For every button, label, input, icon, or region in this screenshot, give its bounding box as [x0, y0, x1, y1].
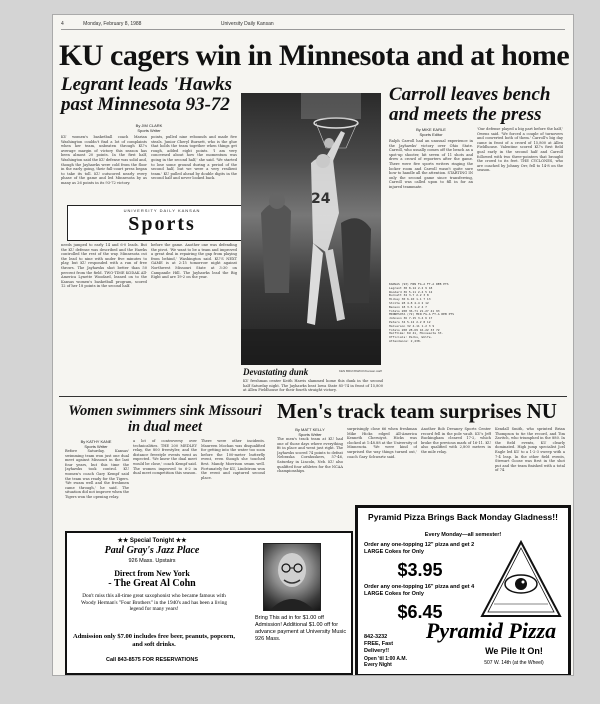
- box-score-line: Benson 18 3-5 1-2 4 7: [389, 304, 427, 309]
- folio-page-number: 4: [61, 21, 64, 27]
- box-score-line: Legrant 38 8-14 2-2 9 18: [389, 285, 433, 290]
- pizza-ad-headline: Pyramid Pizza Brings Back Monday Gladness!!: [368, 512, 558, 522]
- box-score-line: Halverson 32 4-11 1-2 3 9: [389, 323, 435, 328]
- sports-section-flag: [67, 205, 257, 241]
- swim-headline: Women swimmers sink Missouri in dual meet: [68, 403, 262, 435]
- box-score-line: MINNESOTA (72) MIN FG-A FT-A REB PTS: [389, 312, 455, 317]
- carroll-byline-name: By MIKE EARLE: [416, 127, 446, 132]
- photo-caption: KU freshman center Keith Harris slammed home this dunk in the second half Saturday night. The Jayhawks beat Iowa State 85-74 in front of 15,800 at Allen Fieldhouse for their fourth straight victory.: [243, 379, 383, 393]
- legrant-byline-role: Sports Writer: [137, 128, 161, 133]
- sports-masthead: UNIVERSITY DAILY KANSAN: [123, 208, 201, 213]
- dunk-photo-image: [241, 93, 381, 365]
- pyramid-icon: [480, 540, 562, 618]
- jazz-ad-venue: Paul Gray's Jazz Place: [104, 545, 200, 556]
- pizza-hours: Open 'til 1:00 A.M. Every Night: [364, 656, 407, 668]
- saxophonist-portrait: [263, 543, 321, 611]
- legrant-story-col2: points, pulled nine rebounds and made five steals. Junior Cheryl Burnett, who is the glue that holds the team together when things get rough, added eight points. 'I am very concerned about how the momentum was going in the second half,' she said. 'We started to lose some ground during a period of the second half, but we were a very resilient team.' KU pulled ahead by double digits in the second half and never looked back.: [151, 135, 237, 181]
- jazz-ad-special: ★★ Special Tonight ★★: [117, 538, 187, 544]
- carroll-subheadline: Carroll leaves bench and meets the press: [389, 84, 551, 125]
- box-score-line: Halftime: KU 41, Minnesota 33.: [389, 331, 444, 336]
- box-score-line: Officials: Parks, Wolfe.: [389, 335, 433, 340]
- box-score: [389, 283, 559, 369]
- pizza-tagline: We Pile It On!: [485, 646, 543, 656]
- section-divider: [59, 396, 567, 397]
- box-score-line: Burnett 34 3-7 2-2 3 8: [389, 293, 429, 298]
- jazz-ad-reservations: Call 843-8575 FOR RESERVATIONS: [105, 657, 198, 663]
- track-byline: [277, 427, 343, 437]
- pizza-brand-logo: Pyramid Pizza: [425, 618, 557, 643]
- sports-wordmark: Sports: [128, 213, 196, 235]
- legrant-story-col3: needs jumped to early 14 and 6-0 leads. But the KU defense was described and the Hawks controlled the rest of the way. Minnesota cut the lead to nine with under five minutes to play, but KU responded with a run of free throws. The Jayhawks shot better than 50 percent from the field. TWO-TIME KODAK All-America Lynette Woodard, leaned on to the Kansas women's basketball program, scored 12 of her 18 points in the second half.: [61, 243, 147, 289]
- carroll-story-col2: 'Our defense played a big part before the half,' Owens said. 'We forced a couple of turnovers and converted both of them.' Carroll's big day came in front of a crowd of 15,800 at Allen Fieldhouse. Valentine scored KU's first field goal early in the second half and Carroll followed with two three-pointers that brought the crowd to its feet. THE CYCLONES, who are coached by Johnny Orr, fell to 14-8 on the season.: [477, 127, 563, 173]
- pizza-price-12-inch: $3.95: [397, 560, 443, 580]
- pizza-ad-every-monday: Every Monday—all semester!: [424, 532, 502, 538]
- track-byline-role: Sports Writer: [298, 432, 322, 437]
- dunk-photo: [241, 93, 381, 365]
- pyramid-eye-logo: [480, 540, 562, 618]
- portrait-image: [264, 544, 320, 610]
- folio-paper-name: University Daily Kansan: [220, 21, 274, 27]
- folio-date: Monday, February 8, 1988: [83, 21, 142, 27]
- legrant-byline-name: By JIM CLARK: [135, 123, 163, 128]
- legrant-byline: [61, 123, 237, 133]
- track-story-col4: Kendall Smith, who sprinted Brian Thompson to tie the record, and Tim Zavitch, who triumphed in the 880. In the field events, KU clearly dominated. High jump specialist Joel Eagle led KU to a 1-2-3 sweep with a 7-4 leap. In the other field events, Stewart Goose was first in the shot put and the team finished with a total of 74.: [495, 427, 565, 473]
- swim-byline-name: By KATHY KANE: [80, 439, 112, 444]
- legrant-story-col1: KU women's basketball coach Marian Washington couldn't find a lot of complaints when her team, unbeaten through KU's average margin of victory this season has been almost 20 points. In the first half, Washington said the KU defense was solid and, though the Jayhawks were cold from the floor in the early going, their full-court press began to take its toll. KU outscored nearly every phase of the game and led Minnesota by as many as 26 points in its 93-72 victory.: [61, 135, 147, 185]
- track-byline-name: By MATT KELLY: [295, 427, 325, 432]
- box-score-line: Peters 34 5-12 2-2 8 12: [389, 319, 431, 324]
- box-score-line: Johnson 36 7-15 3-4 6 17: [389, 316, 433, 321]
- box-score-line: Hickey 30 6-10 1-1 7 13: [389, 297, 431, 302]
- photo-credit: KEN BRUNSWICK/Kansan staff: [339, 369, 382, 373]
- carroll-story-col1: Ralph Carroll had an unusual experience in the Jayhawks' victory over Ohio State. Carroll, who usually comes off the bench as a spot-up shooter, hit seven of 11 shots and drew a crowd of reporters after the game. There were five sports writers ringing the locker room and Carroll wasn't quite sure how to handle all the attention. STARTING IN only the second game since transferring, Carroll was called upon to fill in for an injured teammate.: [389, 139, 473, 189]
- jazz-ad-direct: Direct from New York: [114, 569, 190, 578]
- track-story-col2: surprisingly close 66 when freshman Mike Hicks edged All-America Kenneth Cheruiyot. Hicks was clocked at 1:48.88 at the University of Minnesota. 'We were kind of surprised the way things turned out,' coach Gary Schwartz said.: [347, 427, 417, 459]
- swim-byline-role: Sports Writer: [84, 444, 108, 449]
- pizza-deal-12-inch: Order any one-topping 12" pizza and get 2 LARGE Cokes for Only: [364, 542, 475, 555]
- pizza-price-16-inch: $6.45: [397, 602, 443, 622]
- box-score-line: Stolte 28 4-8 4-4 2 12: [389, 300, 429, 305]
- track-story-col3: Another Bob Devaney Sports Center record fell in the pole vault. KU's Jeff Buckingham cleared 17-2, which broke the previous mark of 16-11. KU also qualified with 2,800 meters in the mile relay.: [421, 427, 491, 454]
- jazz-ad-admission: Admission only $7.00 includes free beer, peanuts, popcorn, and soft drinks.: [73, 633, 235, 648]
- pizza-deal-16-inch: Order any one-topping 16" pizza and get 4 LARGE Cokes for Only: [364, 584, 475, 597]
- pizza-phone: 842-3232 FREE, Fast Delivery!!: [364, 634, 394, 654]
- carroll-byline-role: Sports Editor: [419, 132, 443, 137]
- jazz-ad-performer: - The Great Al Cohn: [108, 578, 196, 589]
- box-score-line: Totals 200 28-69 16-22 33 72: [389, 327, 440, 332]
- carroll-byline: [389, 127, 473, 137]
- legrant-subheadline: Legrant leads 'Hawks past Minnesota 93-72: [61, 74, 233, 115]
- jazz-ad-coupon: Bring This ad in for $1.00 off Admission! Additional $1.00 off for advance payment at University Music 926 Mass.: [255, 615, 347, 642]
- svg-text:24: 24: [311, 191, 331, 207]
- swim-story-col3: There were other incidents. Maureen Mochan was disqualified for getting into the water too soon before the 100-meter butterfly event, even though she touched first. Mandy Morrison swam well. Fortunately for KU, Lindstrom won the event and captured second place.: [201, 439, 265, 480]
- newspaper-page: [52, 14, 574, 676]
- jazz-ad-address: 926 Mass. Upstairs: [128, 558, 176, 564]
- track-story-col1: The men's track team at KU had one of those days where everything fit in place and went just right. The Jayhawks scored 74 points to defeat Nebraska Cornhuskers, 57-46, Saturday in Lincoln, Neb. KU also qualified four athletes for the NCAA championships.: [277, 437, 343, 474]
- swim-story-col2: a lot of controversy over technicalities. THE 200 MEDLEY relay, the 800 freestyler, and the distance freestyle events went as expected. 'We knew the dual meet would be close,' coach Kempf said. The women improved to 6-2 in dual meet competition this season.: [133, 439, 197, 476]
- box-score-line: Woodard 36 5-11 2-4 5 12: [389, 289, 433, 294]
- photo-caption-title: Devastating dunk: [243, 367, 309, 377]
- legrant-story-col4: before the game. Another one was defending the pivot. 'We want to be a team and improved a great deal in repairing the gap from playing from behind,' Washington said. KU'S NEXT GAME is at 2:15 tomorrow night against Northwest Missouri State at 3:30 on Campanile Hill. The Jayhawks lead the Big Eight and are 19-2 on the year.: [151, 243, 237, 280]
- jazz-ad-blurb: Don't miss this all-time great saxophonist who became famous with Woody Herman's "Four Brothers" in the 1940's and has been a living legend for many years!: [80, 593, 227, 613]
- pizza-address: 507 W. 14th (at the Wheel): [484, 660, 544, 666]
- swim-story-col1: Before Saturday, Kansas' swimming team won just one dual meet against Missouri in the last four years, but this time the Jayhawks took control. KU women's coach Gary Kempf said the team was ready for the Tigers. 'We swam well and the freshmen came through,' he said. The situation did not improve when the Tigers won the opening relay.: [65, 449, 129, 499]
- swim-byline: [65, 439, 127, 449]
- box-score-line: KANSAS (93) MIN FG-A FT-A REB PTS: [389, 283, 449, 286]
- folio-line: [61, 21, 565, 30]
- box-score-line: Attendance: 2,438.: [389, 338, 422, 343]
- box-score-line: Totals 200 36-71 21-27 41 93: [389, 308, 440, 313]
- pyramid-pizza-ad: [355, 505, 571, 676]
- jazz-place-ad: [65, 531, 353, 675]
- lead-headline: KU cagers win in Minnesota and at home: [59, 39, 570, 72]
- track-headline: Men's track team surprises NU: [277, 399, 557, 423]
